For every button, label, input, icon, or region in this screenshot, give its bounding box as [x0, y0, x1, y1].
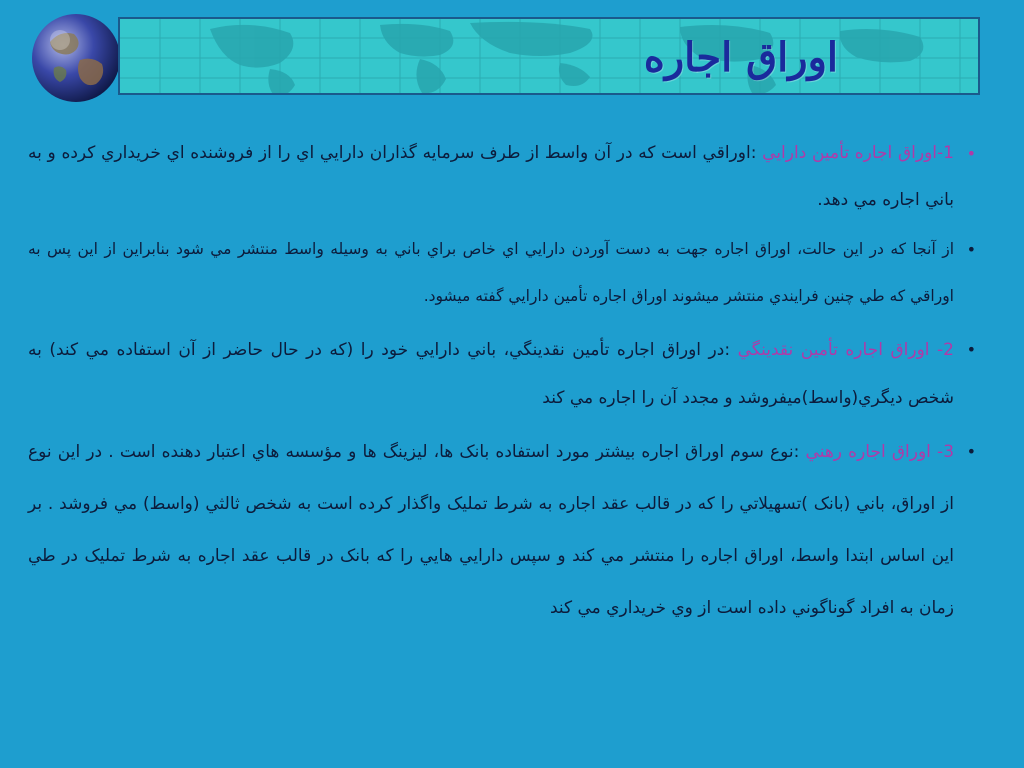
slide-content — [28, 130, 978, 634]
page-title: اوراق اجاره — [643, 34, 838, 81]
bullet-text: از آنجا که در اين حالت، اوراق اجاره جهت به دست آوردن دارايي اي خاص براي باني به وسيله واسط منتشر مي شود بنابراين از اين پس به اوراقي که طي چنين فرايندي منتشر ميشوند اوراق اجاره تأمين دارايي گفته ميشود. — [28, 240, 954, 305]
bullet-text: :نوع سوم اوراق اجاره بيشتر مورد استفاده بانک ها، ليزينگ ها و مؤسسه هاي اعتبار دهنده است . در اين نوع از اوراق، باني (بانک )تسهيلاتي را که در قالب عقد اجاره به شرط تمليک واگذار کرده است به شخص ثالثي (واسط) مي فروشد . بر اين اساس ابتدا واسط، اوراق اجاره را منتشر مي کند و سپس دارايي هايي را که بانک در قالب عقد اجاره به شرط تمليک در طي زمان به افراد گوناگوني داده است از وي خريداري مي کند — [28, 442, 954, 618]
bullet-heading: 3- اوراق اجاره رهني — [805, 442, 955, 462]
bullet-icon: • — [966, 442, 976, 461]
globe-icon — [30, 12, 122, 104]
list-item — [28, 326, 978, 422]
list-item — [28, 130, 978, 224]
bullet-heading: 1-اوراق اجاره تأمين دارايي — [762, 143, 954, 163]
bullet-heading: 2- اوراق اجاره تأمين نقدينگي — [737, 340, 954, 360]
bullet-text: :در اوراق اجاره تأمين نقدينگي، باني دارايي خود را (که در حال حاضر از آن استفاده مي کند) به شخص ديگري(واسط)ميفروشد و مجدد آن را اجاره مي کند — [28, 340, 954, 408]
bullet-icon: • — [966, 240, 976, 259]
bullet-icon: • — [966, 340, 976, 359]
bullet-icon: • — [966, 144, 976, 163]
bullet-text: :اوراقي است که در آن واسط از طرف سرمايه گذاران دارايي اي را از فروشنده اي خريداري کرده و به باني اجاره مي دهد. — [28, 143, 954, 210]
list-item — [28, 426, 978, 634]
world-map-background — [120, 19, 980, 95]
title-banner — [118, 17, 980, 95]
list-item — [28, 226, 978, 320]
